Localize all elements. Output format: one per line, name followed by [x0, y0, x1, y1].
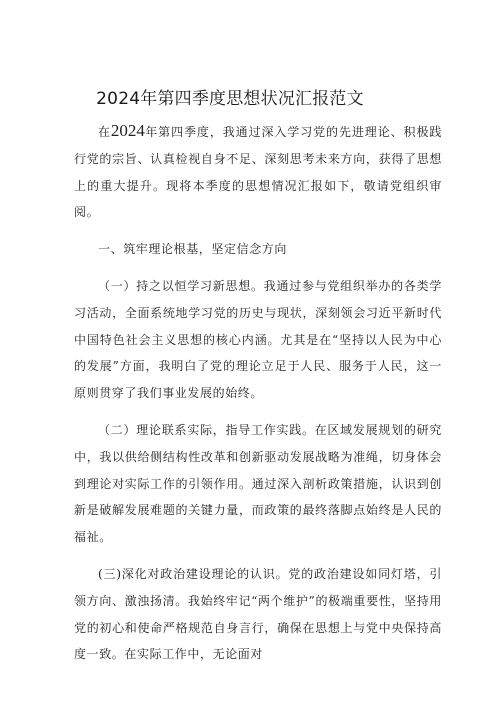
paragraph-3: (三)深化对政治建设理论的认识。党的政治建设如同灯塔，引领方向、激浊扬清。我始终牢记“两个维护”的极端重要性，坚持用党的初心和使命严格规范自身言行，确保在思想上与党中央保持高度一致。在实际工作中，无论面对 [74, 566, 442, 662]
intro-paragraph [74, 118, 442, 226]
paragraph-2: （二）理论联系实际，指导工作实践。在区域发展规划的研究中，我以供给侧结构性改革和创新驱动发展战略为准绳，切身体会到理论对实际工作的引领作用。通过深入剖析政策措施，认识到创新是破解发展难题的关键力量，而政策的最终落脚点始终是人民的福祉。 [74, 422, 442, 545]
document-title: 2024年第四季度思想状况汇报范文 [96, 89, 364, 109]
document-body [74, 118, 442, 678]
intro-prefix: 在 [98, 125, 111, 139]
section-heading: 一、筑牢理论根基，坚定信念方向 [98, 242, 288, 257]
intro-text: 年第四季度，我通过深入学习党的先进理论、积极践行党的宗旨、认真检视自身不足、深刻思考未来方向，获得了思想上的重大提升。现将本季度的思想情况汇报如下，敬请党组织审阅。 [74, 125, 442, 220]
paragraph-1: （一）持之以恒学习新思想。我通过参与党组织举办的各类学习活动，全面系统地学习党的历史与现状，深刻领会习近平新时代中国特色社会主义思想的核心内涵。尤其是在“坚持以人民为中心的发展”方面，我明白了党的理论立足于人民、服务于人民，这一原则贯穿了我们事业发展的始终。 [74, 278, 442, 401]
intro-year: 2024 [110, 121, 145, 140]
